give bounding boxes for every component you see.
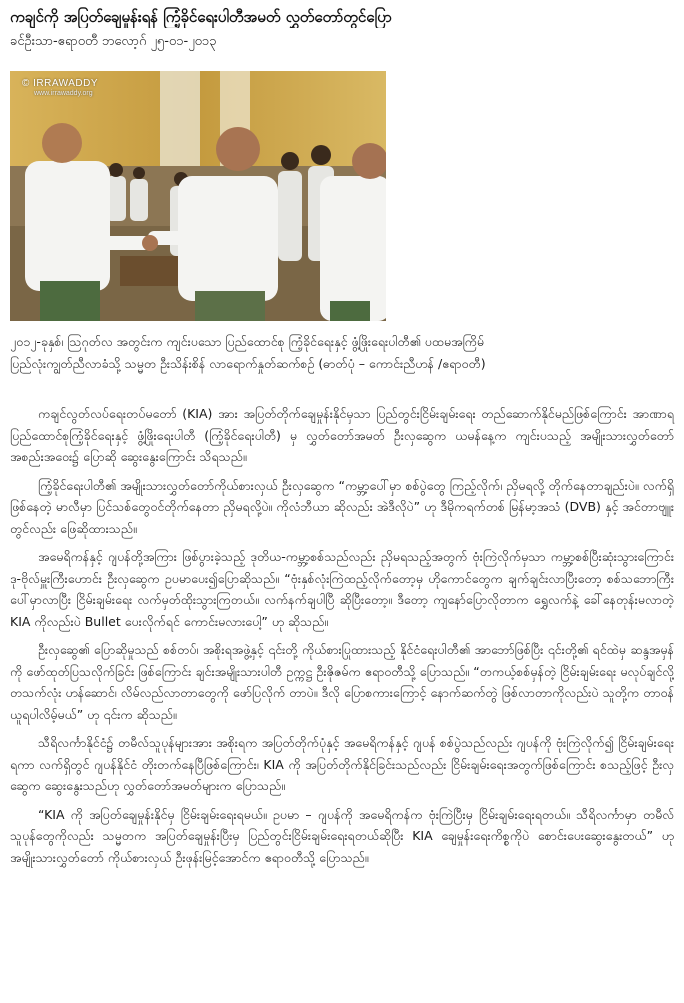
caption-line: ပြည်လုံးကျွတ်ညီလာခံသို့ သမ္မတ ဦးသိန်းစိန် လာရောက်နှုတ်ဆက်စဉ် (ဓာတ်ပုံ – ကောင်းညီဟန် /ဧရာဝတီ): [10, 356, 486, 371]
article-paragraph: “KIA ကို အပြတ်ချေမှုန်းနိုင်မှ ငြိမ်းချမ်းရေးရမယ်။ ဥပမာ – ဂျပန်ကို အမေရိကန်က ဗုံးကြဲပြီးမှ ငြိမ်းချမ်းရေးရတယ်။ သီရိလင်္ကာမှာ တမီလ် သူပုန်တွေကိုလည်း သမ္မတက အပြတ်ချေမှုန်းပြီးမှ ပြည်တွင်းငြိမ်းချမ်းရေးရတယ်ဆိုပြီး KIA ချေမှုန်းရေးကိစ္စကိုပဲ စောင်းပေးဆွေးနွေးတယ်” ဟု အမျိုးသားလွှတ်တော် ကိုယ်စားလှယ် ဦးဖုန်းမြင့်အောင်က ဧရာဝတီသို့ ပြောသည်။: [10, 806, 674, 865]
article-paragraph: အမေရိကန်နှင့် ဂျပန်တို့အကြား ဖြစ်ပွားခဲ့သည့် ဒုတိယ-ကမ္ဘာ့စစ်သည်လည်း ညှိမရသည့်အတွက် ဗုံးကြဲလိုက်မှသာ ကမ္ဘာ့စစ်ပြီးဆုံးသွားကြောင်း ဒု-ဗိုလ်မှူးကြီးဟောင်း ဦးလှဆွေက ဥပမာပေး၍ပြောဆိုသည်။ “ဗုံးနှစ်လုံးကြဲထည့်လိုက်တော့မှ ဟိုကောင်တွေက ချက်ချင်းလာပြီးတော့ စစ်သဘောကြီးပေါ်မှာလာပြီး ငြိမ်းချမ်းရေး လက်မှတ်ထိုးသွားကြတယ်။ လက်နက်ချပါပြီ ဆိုပြီးတော့။ ဒီတော့ ကျနော်ပြောလိုတာက ရွှေလက်နဲ့ ခေါ်နေတုန်းမလာတဲ့ KIA ကိုလည်းပဲ Bullet ပေးလိုက်ရင် ကောင်းမလားပေါ့” ဟု ဆိုသည်။: [10, 549, 674, 629]
article-headline: ကချင်ကို အပြတ်ချေမှုန်းရန် ကြံ့ခိုင်ရေးပါတီအမတ် လွှတ်တော်တွင်ပြော: [10, 8, 392, 26]
article-paragraph: သီရိလင်္ကာနိုင်ငံ၌ တမီလ်သူပုန်များအား အစိုးရက အပြတ်တိုက်ပုံနှင့် အမေရိကန်နှင့် ဂျပန် စစ်ပွဲသည်လည်း ဂျပန်ကို ဗုံးကြဲလိုက်၍ ငြိမ်းချမ်းရေးရကာ လက်ရှိတွင် ဂျပန်နိုင်ငံ တိုးတက်နေပြီဖြစ်ကြောင်း၊ KIA ကို အပြတ်တိုက်နိုင်ခြင်းသည်လည်း ငြိမ်းချမ်းရေးအတွက်ဖြစ်ကြောင်း စသည့်ဖြင့် ဦးလှဆွေက ဆွေးနွေးသည်ဟု လွှတ်တော်အမတ်များက ပြောသည်။: [10, 735, 674, 793]
article-body: [10, 403, 674, 875]
photo-illustration: [10, 71, 386, 321]
photo-watermark: © IRRAWADDY: [22, 78, 99, 89]
photo-watermark-url: www.irrawaddy.org: [34, 90, 93, 97]
article-byline: ခင်ဦးသာ-ဧရာဝတီ ဘလော့ဂ် ၂၅-၀၁-၂၀၁၃: [10, 34, 217, 49]
article-photo: [10, 71, 386, 321]
article-paragraph: ကချင်လွတ်လပ်ရေးတပ်မတော် (KIA) အား အပြတ်တိုက်ချေမှုန်းနိုင်မှသာ ပြည်တွင်းငြိမ်းချမ်းရေး တည်ဆောက်နိုင်မည်ဖြစ်ကြောင်း အာဏာရ ပြည်ထောင်စုကြံ့ခိုင်ရေးနှင့် ဖွံ့ဖြိုးရေးပါတီ (ကြံ့ခိုင်ရေးပါတီ) မှ လွှတ်တော်အမတ် ဦးလှဆွေက ယမန်နေ့က ကျင်းပသည့် အမျိုးသားလွှတ်တော် အစည်းအဝေး၌ ပြောဆို ဆွေးနွေးကြောင်း သိရသည်။: [10, 406, 674, 464]
caption-line: ၂၀၁၂-ခုနှစ်၊ ဩဂုတ်လ အတွင်းက ကျင်းပသော ပြည်ထောင်စု ကြံ့ခိုင်ရေးနှင့် ဖွံ့ဖြိုးရေးပါတီ၏ ပထမအကြိမ်: [10, 334, 485, 349]
article-paragraph: ကြံ့ခိုင်ရေးပါတီ၏ အမျိုးသားလွှတ်တော်ကိုယ်စားလှယ် ဦးလှဆွေက “ကမ္ဘာ့ပေါ်မှာ စစ်ပွဲတွေ ကြည့်လိုက်၊ ညှိမရလို့ တိုက်နေတာချည်းပဲ။ လက်ရှိဖြစ်နေတဲ့ မာလီမှာ ပြင်သစ်တွေဝင်တိုက်နေတာ ညှိမရလို့ပဲ။ ကိုလံဘီယာ ဆိုလည်း အဲဒီလိုပဲ” ဟု ဒီမိုကရက်တစ် မြန်မာ့အသံ (DVB) နှင့် အင်တာဗျူးတွင်လည်း ဖြေဆိုထားသည်။: [10, 477, 674, 536]
photo-caption: [10, 331, 674, 375]
article-paragraph: ဦးလှဆွေ၏ ပြောဆိုမှုသည် စစ်တပ်၊ အစိုးရအဖွဲ့နှင့် ၎င်းတို့ ကိုယ်စားပြုထားသည့် နိုင်ငံရေးပါတီ၏ အာဘော်ဖြစ်ပြီး ၎င်းတို့၏ ရင်ထဲမှ ဆန္ဒအမှန်ကို ဖော်ထုတ်ပြသလိုက်ခြင်း ဖြစ်ကြောင်း ချင်းအမျိုးသားပါတီ ဥက္ကဋ္ဌ ဦးဇိုဇမ်က ဧရာဝတီသို့ ပြောသည်။ “တကယ့်စစ်မှန်တဲ့ ငြိမ်းချမ်းရေး မလုပ်ချင်လို့ တသက်လုံး ဟန်ဆောင်၊ လိမ်လည်လာတာတွေကို ဖော်ပြလိုက် တာပဲ။ ဒီလို ပြောစကားကြောင့် နောက်ဆက်တွဲ ဖြစ်လာတာကိုလည်းပဲ သူတို့က တာဝန်ယူရပါလိမ့်မယ်” ဟု ၎င်းက ဆိုသည်။: [10, 642, 674, 722]
